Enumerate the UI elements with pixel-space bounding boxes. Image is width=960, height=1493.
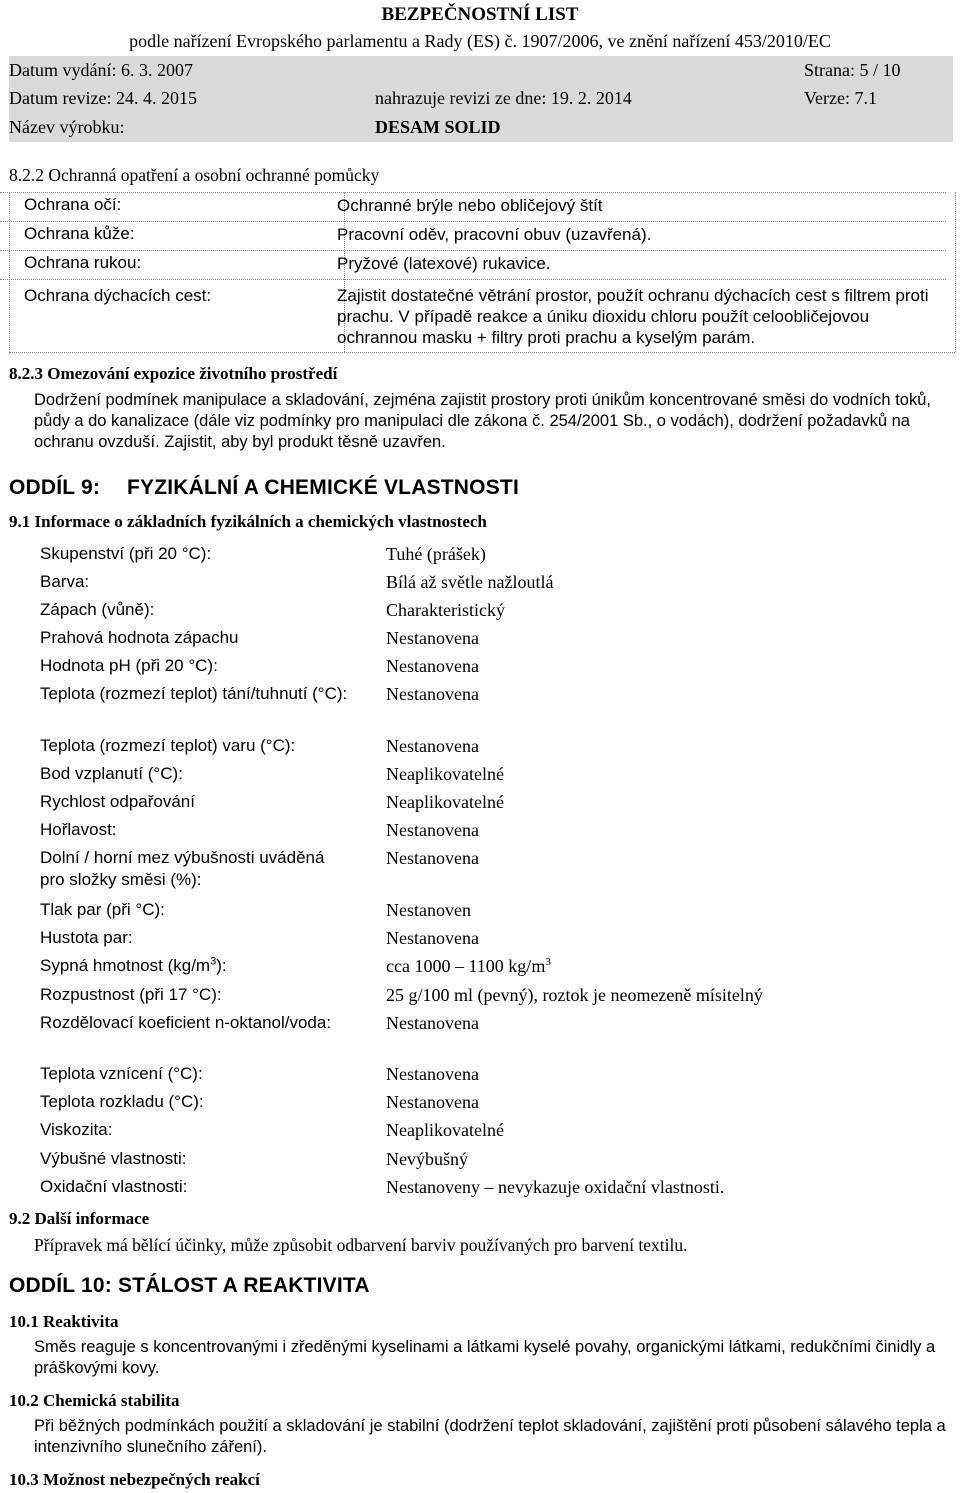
ppe-label: Ochrana dýchacích cest:: [24, 286, 212, 305]
property-value: Neaplikovatelné: [386, 764, 504, 784]
property-key: Rozdělovací koeficient n-oktanol/voda:: [40, 1013, 332, 1032]
property-key: Zápach (vůně):: [40, 600, 155, 619]
property-key: Tlak par (při °C):: [40, 900, 165, 919]
property-value: Bílá až světle nažloutlá: [386, 572, 554, 592]
property-value: Nestanoveny – nevykazuje oxidační vlastnosti.: [386, 1177, 725, 1197]
property-value: Nestanovena: [386, 736, 479, 756]
section-10-name: STÁLOST A REAKTIVITA: [117, 1274, 370, 1297]
property-key: Hustota par:: [40, 928, 133, 947]
property-value: Nestanovena: [386, 820, 479, 840]
property-key: Dolní / horní mez výbušnosti uváděná pro složky směsi (%):: [40, 848, 325, 889]
ppe-label: Ochrana rukou:: [24, 253, 142, 272]
property-key: Oxidační vlastnosti:: [40, 1177, 188, 1196]
property-value: Neaplikovatelné: [386, 792, 504, 812]
property-value: Nestanovena: [386, 1092, 479, 1112]
s823-heading: 8.2.3 Omezování expozice životního prostředí: [9, 364, 338, 383]
ppe-row: [0, 250, 946, 280]
ppe-value: Pryžové (latexové) rukavice.: [337, 254, 551, 273]
ppe-value: Ochranné brýle nebo obličejový štít: [337, 196, 603, 215]
property-key: Bod vzplanutí (°C):: [40, 764, 183, 783]
property-value: Nestanoven: [386, 900, 471, 920]
ppe-label: Ochrana očí:: [24, 195, 122, 214]
table-border-right: [955, 192, 956, 352]
property-key: Sypná hmotnost $(kg/m^3)$:: [40, 955, 227, 975]
property-key: Výbušné vlastnosti:: [40, 1149, 187, 1168]
property-key: Skupenství (při 20 °C):: [40, 544, 212, 563]
property-value: Nestanovena: [386, 656, 479, 676]
section-10-title: [9, 1274, 370, 1298]
property-value: cca 1000 – 1100 $kg/m^3$: [386, 956, 551, 976]
property-key: Rozpustnost (při 17 °C):: [40, 985, 222, 1004]
property-value: Nestanovena: [386, 628, 479, 648]
property-value: Neaplikovatelné: [386, 1120, 504, 1140]
ppe-value: Pracovní oděv, pracovní obuv (uzavřená).: [337, 225, 652, 244]
ppe-row: [0, 221, 946, 251]
ppe-value: Zajistit dostatečné větrání prostor, použít ochranu dýchacích cest s filtrem proti prachu. V případě reakce a úniku dioxidu chloru použít celoobličejovou ochrannou masku + filtry proti prachu a kyselým parám.: [337, 286, 929, 347]
s102-heading: 10.2 Chemická stabilita: [9, 1391, 180, 1410]
property-key: Hodnota pH (při 20 °C):: [40, 656, 218, 675]
property-value: Nestanovena: [386, 1013, 479, 1033]
property-key: Teplota vznícení (°C):: [40, 1064, 203, 1083]
property-key: Barva:: [40, 572, 90, 591]
property-value: Nevýbušný: [386, 1149, 468, 1169]
header-info-box: [9, 56, 953, 142]
s823-text: Dodržení podmínek manipulace a skladování, zejména zajistit prostory proti únikům koncentrované směsi do vodních toků, půdy a do kanalizace (dále viz podmínky pro manipulaci dle zákona č. 254/2001 Sb., o vodách), dodržení požadavků na ochranu ovzduší. Zajistit, aby byl produkt těsně uzavřen.: [34, 391, 931, 451]
version: Verze: 7.1: [804, 88, 877, 108]
s91-heading: 9.1 Informace o základních fyzikálních a chemických vlastnostech: [9, 512, 487, 531]
property-value: Nestanovena: [386, 684, 479, 704]
property-key: Hořlavost:: [40, 820, 117, 839]
s92-heading: 9.2 Další informace: [9, 1209, 150, 1228]
ppe-row: [0, 192, 946, 222]
s101-heading: 10.1 Reaktivita: [9, 1312, 119, 1331]
product-name: DESAM SOLID: [375, 117, 501, 137]
s102-text: Při běžných podmínkách použití a skladování je stabilní (dodržení teplot skladování, zajištění proti působení sálavého tepla a intenzivního slunečního záření).: [34, 1417, 946, 1456]
section-10-number: ODDÍL 10:: [9, 1274, 112, 1297]
product-label: Název výrobku:: [9, 117, 125, 137]
property-key: Viskozita:: [40, 1120, 113, 1139]
property-key: Prahová hodnota zápachu: [40, 628, 239, 647]
s92-text: Přípravek má bělící účinky, může způsobit odbarvení barviv používaných pro barvení textilu.: [34, 1235, 688, 1255]
section-9-number: ODDÍL 9:: [9, 476, 101, 499]
section-9-title: [9, 476, 519, 500]
property-value: Charakteristický: [386, 600, 505, 620]
property-value: Nestanovena: [386, 848, 479, 868]
replaces-revision: nahrazuje revizi ze dne: 19. 2. 2014: [375, 88, 632, 108]
property-value: Nestanovena: [386, 928, 479, 948]
property-value: 25 g/100 ml (pevný), roztok je neomezeně mísitelný: [386, 985, 763, 1005]
property-key: Rychlost odpařování: [40, 792, 195, 811]
page-number: Strana: 5 / 10: [804, 60, 901, 80]
s101-text: Směs reaguje s koncentrovanými i zředěnými kyselinami a látkami kyselé povahy, organickými látkami, redukčními činidly a práškovými kovy.: [34, 1338, 936, 1377]
ppe-row: [0, 279, 946, 353]
property-key: Teplota (rozmezí teplot) varu (°C):: [40, 736, 296, 755]
ppe-label: Ochrana kůže:: [24, 224, 135, 243]
s822-heading: 8.2.2 Ochranná opatření a osobní ochranné pomůcky: [9, 165, 380, 185]
property-value: Tuhé (prášek): [386, 544, 486, 564]
revision-date: Datum revize: 24. 4. 2015: [9, 88, 197, 108]
s103-heading: 10.3 Možnost nebezpečných reakcí: [9, 1470, 260, 1489]
section-9-name: FYZIKÁLNÍ A CHEMICKÉ VLASTNOSTI: [127, 476, 519, 499]
issue-date: Datum vydání: 6. 3. 2007: [9, 60, 193, 80]
document-title: BEZPEČNOSTNÍ LIST: [381, 4, 579, 25]
property-key: Teplota (rozmezí teplot) tání/tuhnutí (°C):: [40, 684, 348, 703]
property-value: Nestanovena: [386, 1064, 479, 1084]
document-subtitle: podle nařízení Evropského parlamentu a Rady (ES) č. 1907/2006, ve znění nařízení 453/2010/EC: [129, 31, 831, 51]
property-key: Teplota rozkladu (°C):: [40, 1092, 204, 1111]
